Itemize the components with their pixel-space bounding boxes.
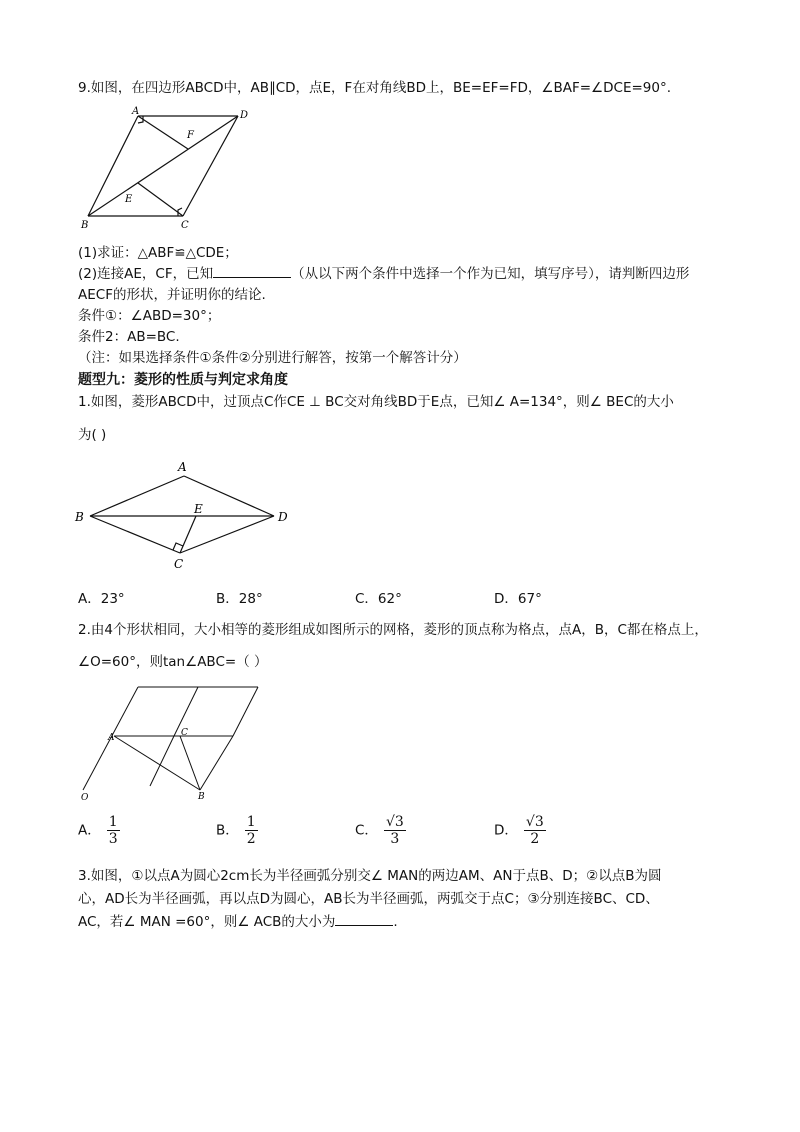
q9-label-b: B xyxy=(81,220,89,231)
q9-label-c: C xyxy=(181,220,189,231)
p1-stem: 1.如图，菱形ABCD中，过顶点C作CE ⊥ BC交对角线BD于E点，已知∠ A=134°，则∠ BEC的大小 xyxy=(78,394,674,410)
p1-label-c: C xyxy=(174,557,184,571)
q9-segment-ce xyxy=(138,183,183,216)
p2-grid-right xyxy=(233,687,258,736)
p3-line-3-text: AC，若∠ MAN =60°，则∠ ACB的大小为 xyxy=(78,914,336,930)
p3-line-1: 3.如图，①以点A为圆心2cm长为半径画弧分别交∠ MAN的两边AM、AN于点B、D；②以点B为圆 xyxy=(78,868,662,884)
p2-segment-ab xyxy=(114,736,200,790)
q9-label-a: A xyxy=(132,106,140,117)
q9-part2-a: (2)连接AE，CF，已知 xyxy=(78,266,214,282)
p1-option-c[interactable]: C．62° xyxy=(355,591,402,607)
q9-label-f: F xyxy=(187,130,194,141)
p3-line-2: 心，AD长为半径画弧，再以点D为圆心，AB长为半径画弧，两弧交于点C；③分别连接BC、CD、 xyxy=(78,891,659,907)
section-title: 题型九：菱形的性质与判定求角度 xyxy=(78,372,288,388)
p1-stem-cont: 为( ) xyxy=(78,427,107,443)
p2-label-a: A xyxy=(108,733,115,743)
p1-label-e: E xyxy=(194,502,203,516)
p2-option-c[interactable]: C． $\frac{√3}{3}$ xyxy=(355,814,404,847)
q9-stem: 9.如图，在四边形ABCD中，AB∥CD，点E，F在对角线BD上，BE=EF=FD，∠BAF=∠DCE=90°. xyxy=(78,80,672,96)
p2-stem: 2.由4个形状相同，大小相等的菱形组成如图所示的网格，菱形的顶点称为格点，点A，B，C都在格点上， xyxy=(78,622,708,638)
q9-segment-af xyxy=(138,116,188,149)
p1-option-b[interactable]: B．28° xyxy=(216,591,263,607)
p1-label-b: B xyxy=(75,510,84,524)
p1-option-d[interactable]: D．67° xyxy=(494,591,542,607)
p2-label-c: C xyxy=(181,728,188,738)
q9-part2-cont: AECF的形状，并证明你的结论. xyxy=(78,287,266,303)
q9-part1: (1)求证：△ABF≌△CDE； xyxy=(78,245,238,261)
q9-condition-2: 条件2：AB=BC. xyxy=(78,329,180,345)
q9-note: （注：如果选择条件①条件②分别进行解答，按第一个解答计分） xyxy=(78,350,467,366)
p2-option-a[interactable]: A． $\frac{1}{3}$ xyxy=(78,814,118,847)
p2-stem-cont: ∠O=60°，则tan∠ABC=（ ） xyxy=(78,654,268,670)
q9-label-d: D xyxy=(240,110,249,121)
p3-line-3-end: . xyxy=(393,914,398,930)
q9-answer-blank[interactable] xyxy=(213,277,291,278)
p1-side-bc xyxy=(90,516,180,553)
p2-option-d[interactable]: D． $\frac{√3}{2}$ xyxy=(494,814,544,847)
q9-label-e: E xyxy=(125,194,133,205)
p3-answer-blank[interactable] xyxy=(335,925,393,926)
p1-side-ab xyxy=(90,476,184,516)
q9-condition-1: 条件①：∠ABD=30°； xyxy=(78,308,221,324)
q9-part2-b: （从以下两个条件中选择一个作为已知，填写序号），请判断四边形 xyxy=(291,266,690,282)
p2-label-b: B xyxy=(198,792,205,802)
p1-option-a[interactable]: A．23° xyxy=(78,591,125,607)
q9-figure xyxy=(78,104,258,234)
p1-figure xyxy=(72,458,302,576)
p2-grid-lower-right xyxy=(200,736,233,790)
p1-label-d: D xyxy=(278,510,288,524)
p3-line-3 xyxy=(78,912,398,932)
p1-label-a: A xyxy=(178,460,187,474)
q9-part2 xyxy=(78,264,689,284)
p2-option-b[interactable]: B． $\frac{1}{2}$ xyxy=(216,814,256,847)
p2-figure xyxy=(78,682,278,802)
p2-segment-cb xyxy=(180,736,200,790)
p2-label-o: O xyxy=(81,793,89,802)
